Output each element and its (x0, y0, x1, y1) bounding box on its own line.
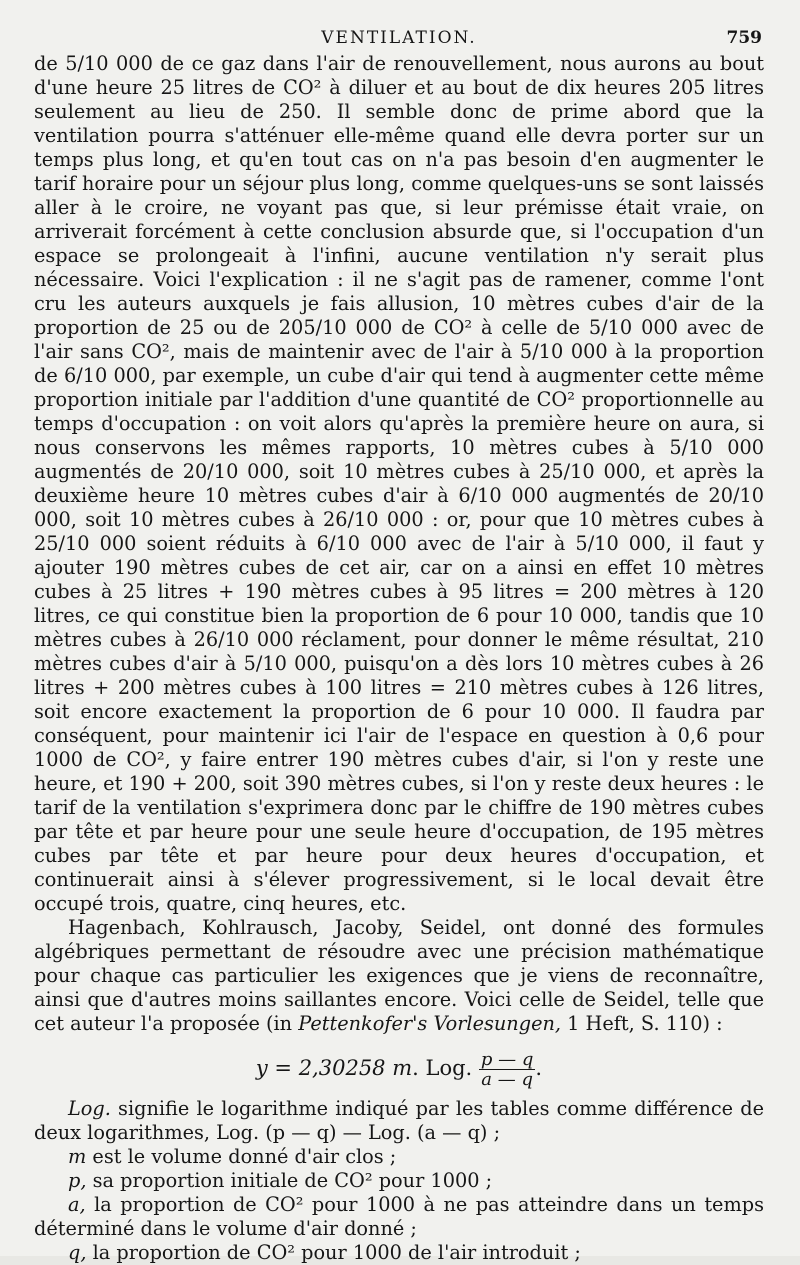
definition-m (34, 1145, 764, 1169)
definition-term: a, (68, 1193, 86, 1216)
formula-end: . (535, 1056, 543, 1080)
definition-term: q, (68, 1241, 87, 1264)
definition-text: signifie le logarithme indiqué par les tables comme différence de deux logarithmes, Log. (p — q) — Log. (a — q) ; (34, 1097, 764, 1144)
paragraph-ventilation-explanation: de 5/10 000 de ce gaz dans l'air de renouvellement, nous aurons au bout d'une heure 25 litres de CO² à diluer et au bout de dix heures 205 litres seulement au lieu de 250. Il semble donc de prime abord que la ventilation pourra s'atténuer elle-même quand elle devra porter sur un temps plus long, et qu'en tout cas on n'a pas besoin d'en augmenter le tarif horaire pour un séjour plus long, comme quelques-uns se sont laissés aller à le croire, ne voyant pas que, si leur prémisse était vraie, on arriverait forcément à cette conclusion absurde que, si l'occupation d'un espace se prolongeait à l'infini, aucune ventilation n'y serait plus nécessaire. Voici l'explication : il ne s'agit pas de ramener, comme l'ont cru les auteurs auxquels je fais allusion, 10 mètres cubes d'air de la proportion de 25 ou de 205/10 000 de CO² à celle de 5/10 000 avec de l'air sans CO², mais de maintenir avec de l'air à 5/10 000 à la proportion de 6/10 000, par exemple, un cube d'air qui tend à augmenter cette même proportion initiale par l'addition d'une quantité de CO² proportionnelle au temps d'occupation : on voit alors qu'après la première heure on aura, si nous conservons les mêmes rapports, 10 mètres cubes à 5/10 000 augmentés de 20/10 000, soit 10 mètres cubes à 25/10 000, et après la deuxième heure 10 mètres cubes d'air à 6/10 000 augmentés de 20/10 000, soit 10 mètres cubes à 26/10 000 : or, pour que 10 mètres cubes à 25/10 000 soient réduits à 6/10 000 avec de l'air à 5/10 000, il faut y ajouter 190 mètres cubes de cet air, car on a ainsi en effet 10 mètres cubes à 25 litres + 190 mètres cubes à 95 litres = 200 mètres à 120 litres, ce qui constitue bien la proportion de 6 pour 10 000, tandis que 10 mètres cubes à 26/10 000 réclament, pour donner le même résultat, 210 mètres cubes d'air à 5/10 000, puisqu'on a dès lors 10 mètres cubes à 26 litres + 200 mètres cubes à 100 litres = 210 mètres cubes à 126 litres, soit encore exactement la proportion de 6 pour 10 000. Il faudra par conséquent, pour maintenir ici l'air de l'espace en question à 0,6 pour 1000 de CO², y faire entrer 190 mètres cubes d'air, si l'on y reste une heure, et 190 + 200, soit 390 mètres cubes, si l'on y reste deux heures : le tarif de la ventilation s'exprimera donc par le chiffre de 190 mètres cubes par tête et par heure pour une seule heure d'occupation, de 195 mètres cubes par tête et par heure pour deux heures d'occupation, et continuerait ainsi à s'élever progressivement, si le local devait être occupé trois, quatre, cinq heures, etc. (34, 52, 764, 915)
citation-reference: 1 Heft, S. 110) : (561, 1012, 723, 1035)
formula-numerator: p — q (480, 1049, 534, 1070)
definition-term: m (68, 1145, 87, 1168)
definition-text: sa proportion initiale de CO² pour 1000 ; (86, 1169, 493, 1192)
seidel-formula (34, 1048, 764, 1089)
formula-fraction (479, 1050, 536, 1089)
body-text (34, 52, 764, 1265)
definition-log (34, 1097, 764, 1145)
citation-title: Pettenkofer's Vorlesungen, (298, 1012, 562, 1035)
definition-q (34, 1241, 764, 1265)
paragraph-formulas-intro-text: Hagenbach, Kohlrausch, Jacoby, Seidel, ont donné des formules algébriques permettant de résoudre avec une précision mathématique pour chaque cas particulier les exigences que je viens de reconnaître, ainsi que d'autres moins saillantes encore. Voici celle de Seidel, telle que cet auteur l'a proposée (in (34, 916, 764, 1035)
definition-term: Log. (68, 1097, 111, 1120)
page-number: 759 (726, 28, 762, 48)
formula-lhs: y = 2,30258 (255, 1056, 386, 1080)
page-header (34, 24, 764, 52)
formula-m: m (392, 1056, 413, 1080)
definition-text: la proportion de CO² pour 1000 de l'air introduit ; (86, 1241, 581, 1264)
definition-text: la proportion de CO² pour 1000 à ne pas atteindre dans un temps déterminé dans le volume d'air donné ; (34, 1193, 764, 1240)
definition-p (34, 1169, 764, 1193)
definition-a (34, 1193, 764, 1241)
running-title: VENTILATION. (321, 28, 477, 48)
formula-log: . Log. (412, 1056, 473, 1080)
definition-text: est le volume donné d'air clos ; (86, 1145, 397, 1168)
definition-term: p, (68, 1169, 87, 1192)
paragraph-formulas-intro (34, 916, 764, 1036)
formula-denominator: a — q (481, 1069, 533, 1090)
